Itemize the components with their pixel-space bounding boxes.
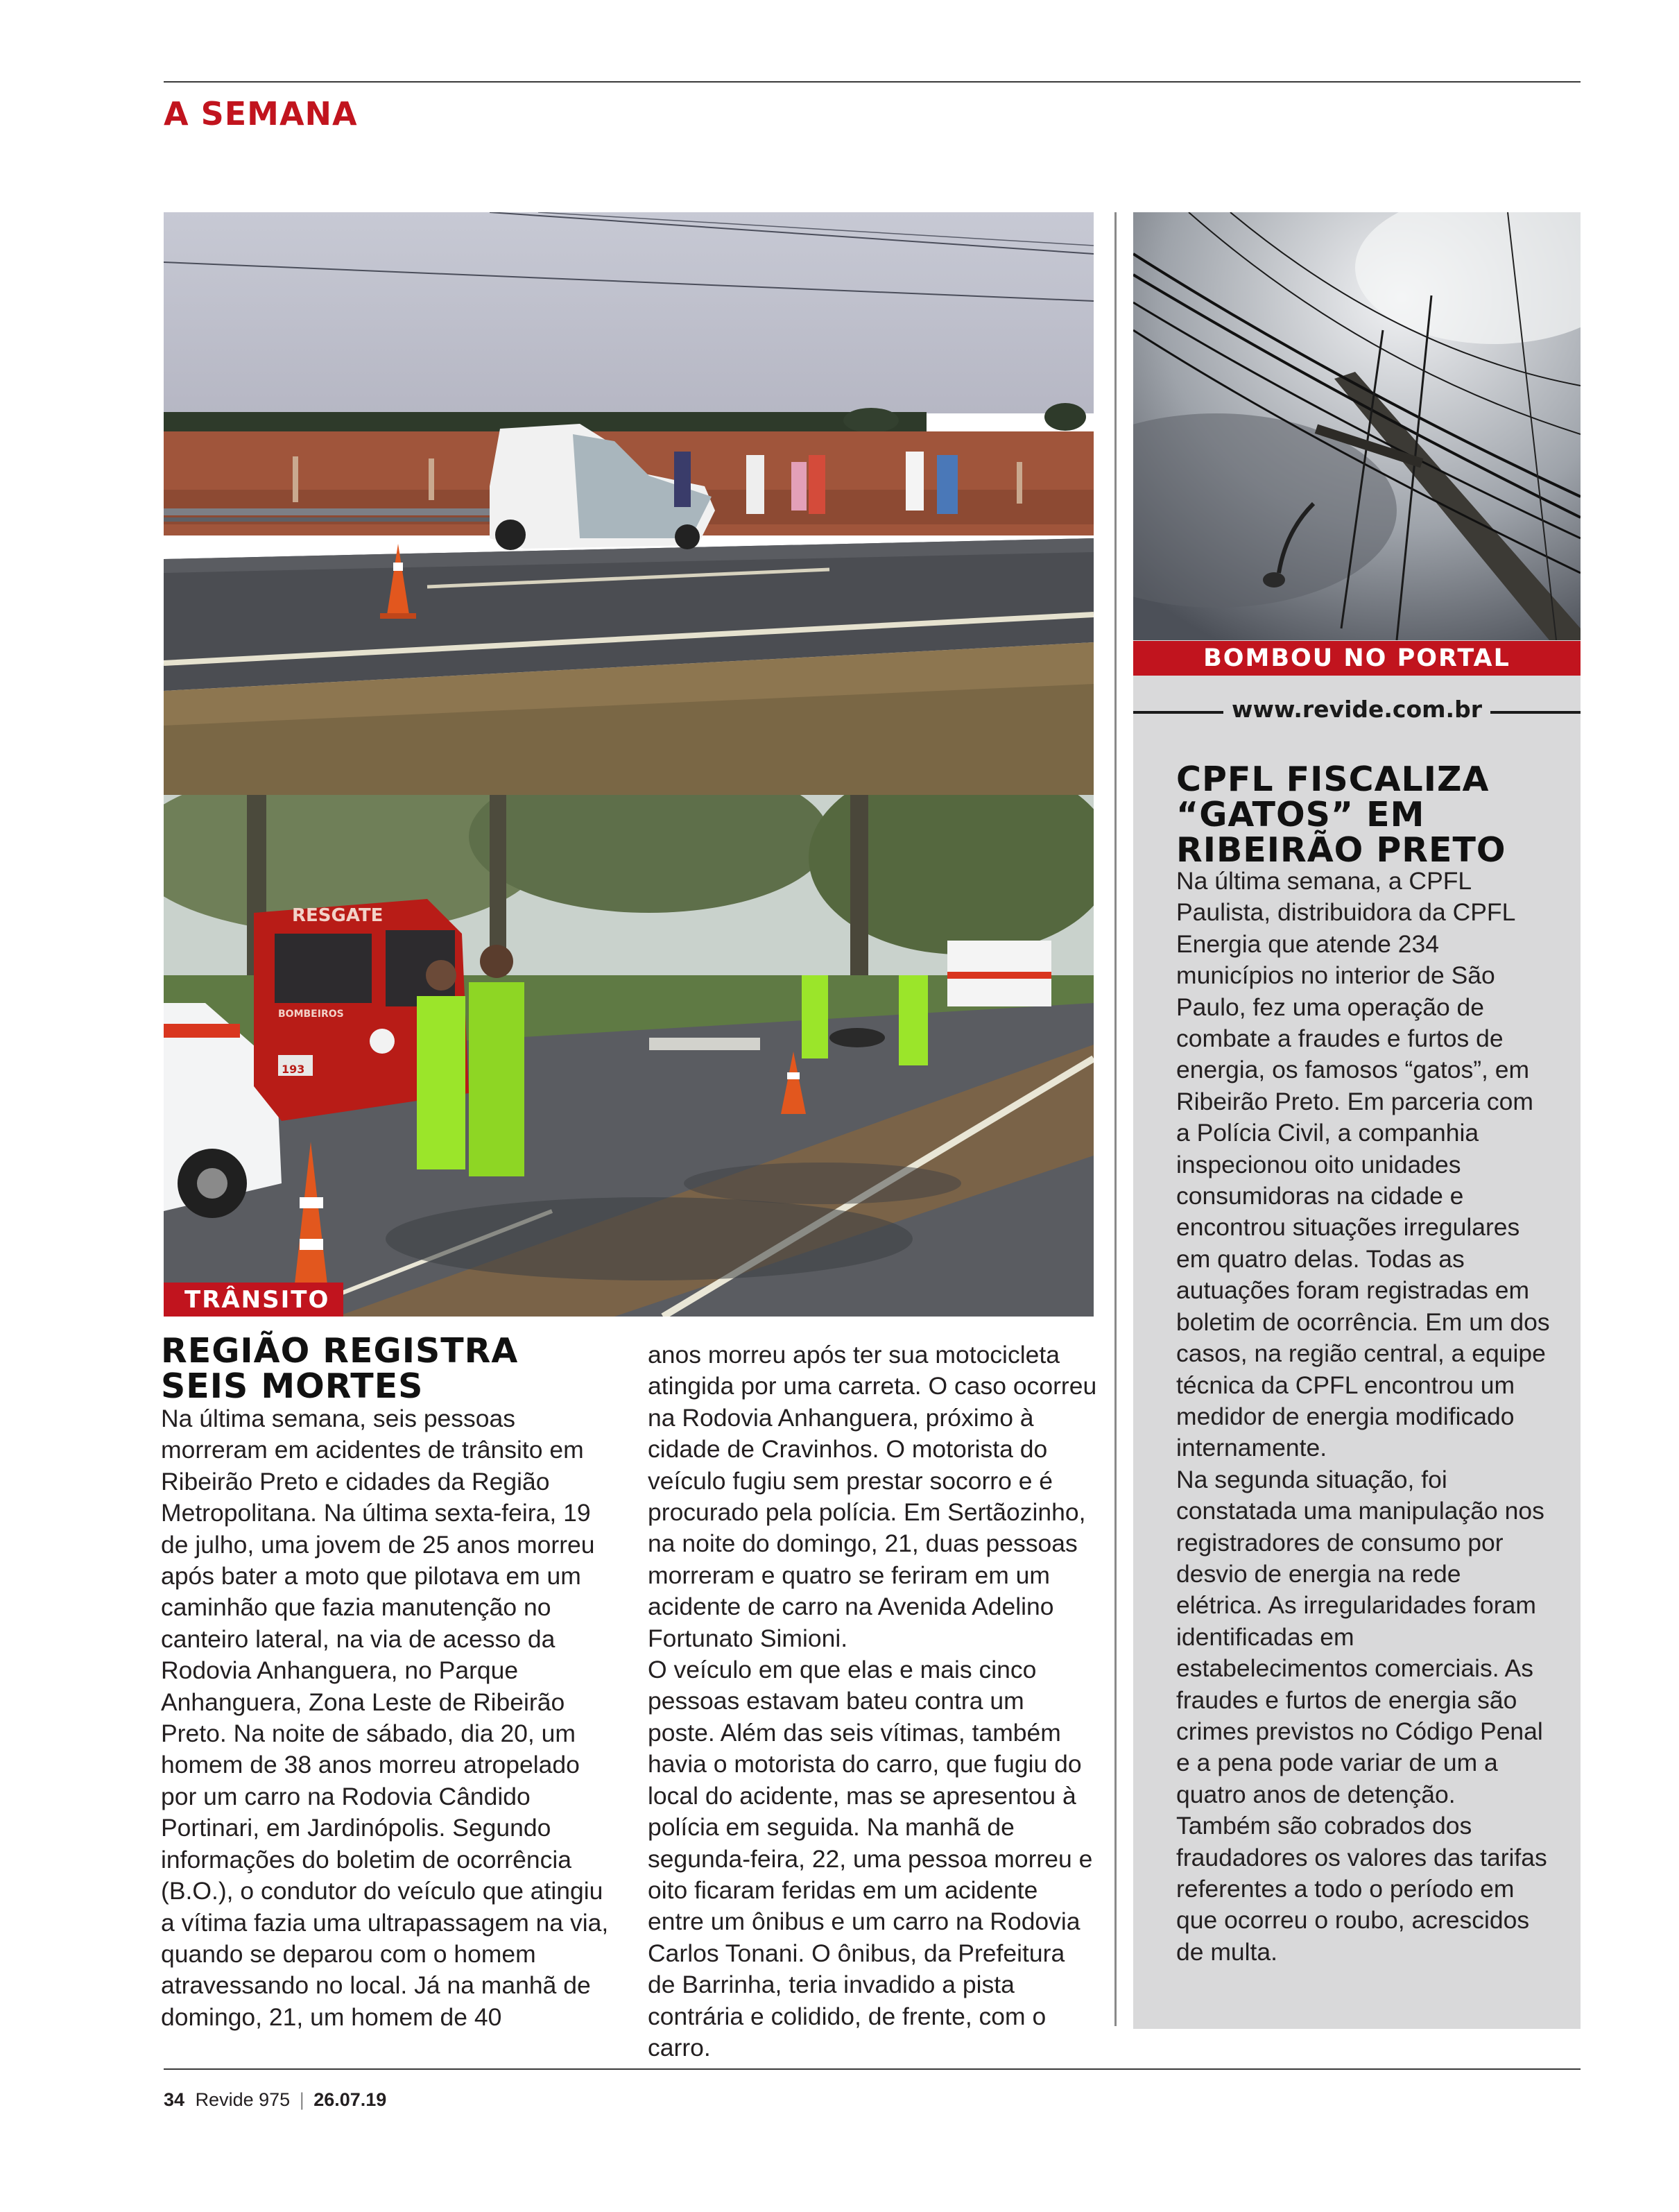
transito-paragraph-1: Na última semana, seis pessoas morreram em acidentes de trânsito em Ribeirão Preto e cidades da Região Metropolitana. Na última sexta-feira, 19 de julho, uma jovem de 25 anos morreu após bater a moto que pilotava em um caminhão que fazia manutenção no canteiro lateral, na via de acesso da Rodovia Anhanguera, no Parque Anhanguera, Zona Leste de Ribeirão Preto. Na noite de sábado, dia 20, um homem de 38 anos morreu atropelado por um carro na Rodovia Cândido Portinari, em Jardinópolis. Segundo informações do boletim de ocorrência (B.O.), o condutor do veículo que atingiu a vítima fazia uma ultrapassagem na via, quando se deparou com o homem atravessando no local. Já na manhã de domingo, 21, um homem de 40 xyxy=(161,1405,609,2031)
cpfl-headline-line2: “GATOS” EM xyxy=(1176,795,1425,834)
cpfl-paragraph-2: Na segunda situação, foi constatada uma manipulação nos registradores de consumo por desvio de energia na rede elétrica. As irregularidades foram identificadas em estabelecimentos comerciais. As fraudes e furtos de energia são crimes previstos no Código Penal e a pena pode variar de um a quatro anos de detenção. Também são cobrados dos fraudadores os valores das tarifas referentes a todo o período em que ocorreu o roubo, acrescidos de multa. xyxy=(1176,1465,1547,1966)
transito-column-1 xyxy=(161,1403,612,2033)
transito-headline-line2: SEIS MORTES xyxy=(161,1366,424,1406)
transito-headline-line1: REGIÃO REGISTRA xyxy=(161,1331,519,1371)
cpfl-body xyxy=(1176,866,1551,1968)
cpfl-headline-line1: CPFL FISCALIZA xyxy=(1176,760,1490,799)
url-rule-left xyxy=(1133,711,1223,714)
transito-headline xyxy=(161,1331,519,1406)
truck-side-label: BOMBEIROS xyxy=(278,1009,344,1020)
issue-date: 26.07.19 xyxy=(313,2089,387,2110)
page-number: 34 xyxy=(164,2089,185,2110)
cpfl-paragraph-1: Na última semana, a CPFL Paulista, distribuidora da CPFL Energia que atende 234 municípios no interior de São Paulo, fez uma operação de combate a fraudes e furtos de energia, os famosos “gatos”, em Ribeirão Preto. Em parceria com a Polícia Civil, a companhia inspecionou oito unidades consumidoras na cidade e encontrou situações irregulares em quatro delas. Todas as autuações foram registradas em boletim de ocorrência. Em um dos casos, na região central, a equipe técnica da CPFL encontrou um medidor de energia modificado internamente. xyxy=(1176,867,1550,1462)
transito-paragraph-2: anos morreu após ter sua motocicleta atingida por uma carreta. O caso ocorreu na Rodovia Anhanguera, próximo à cidade de Cravinhos. O motorista do veículo fugiu sem prestar socorro e é procurado pela polícia. Em Sertãozinho, na noite do domingo, 21, duas pessoas morreram e quatro se feriram em um acidente de carro na Avenida Adelino Fortunato Simioni. xyxy=(648,1341,1097,1652)
page-footer xyxy=(164,2089,386,2111)
portal-url-line xyxy=(1133,696,1581,728)
cpfl-headline-line3: RIBEIRÃO PRETO xyxy=(1176,830,1506,870)
photo-crashed-van xyxy=(164,212,1094,795)
transito-tag: TRÂNSITO xyxy=(164,1283,343,1317)
footer-separator: | xyxy=(299,2089,304,2110)
truck-plate: 193 xyxy=(282,1063,305,1076)
portal-url[interactable]: www.revide.com.br xyxy=(1232,696,1482,723)
truck-label: RESGATE xyxy=(292,905,384,926)
bombou-portal-tag: BOMBOU NO PORTAL xyxy=(1133,641,1581,676)
magazine-issue: Revide 975 xyxy=(195,2089,291,2110)
photo-power-pole xyxy=(1133,212,1581,640)
cpfl-headline xyxy=(1176,762,1506,868)
top-rule xyxy=(164,81,1581,83)
column-divider xyxy=(1114,212,1117,2026)
photo-rescue-scene xyxy=(164,795,1094,1317)
transito-column-2 xyxy=(648,1339,1097,2064)
url-rule-right xyxy=(1490,711,1581,714)
bottom-rule xyxy=(164,2068,1581,2070)
transito-paragraph-3: O veículo em que elas e mais cinco pessoas estavam bateu contra um poste. Além das seis vítimas, também havia o motorista do carro, que fugiu do local do acidente, mas se apresentou à polícia em seguida. Na manhã de segunda-feira, 22, uma pessoa morreu e oito ficaram feridas em um acidente entre um ônibus e um carro na Rodovia Carlos Tonani. O ônibus, da Prefeitura de Barrinha, teria invadido a pista contrária e colidido, de frente, com o carro. xyxy=(648,1656,1093,2061)
section-title: A SEMANA xyxy=(164,95,358,132)
